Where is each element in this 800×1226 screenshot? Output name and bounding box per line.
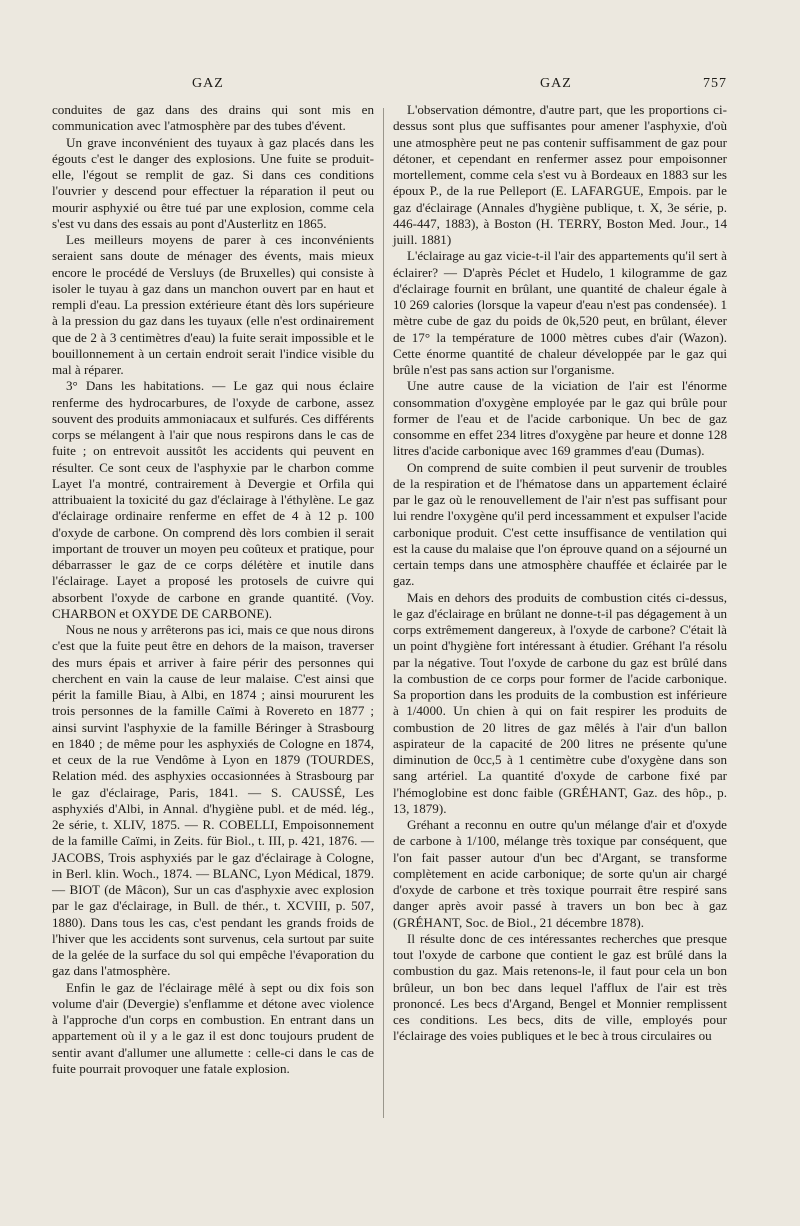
left-column bbox=[52, 102, 374, 1077]
paragraph: 3° Dans les habitations. — Le gaz qui nous éclaire renferme des hydrocarbures, de l'oxyde de carbone, assez souvent des produits ammoniacaux et sulfurés. Ces différents corps se mélangent à l'air que nous respirons dans le cas de fuite ; on entrevoit aussitôt les accidents qui peuvent en résulter. Ce sont ceux de l'asphyxie par le charbon comme Layet l'a montré, contrairement à Devergie et Orfila qui attribuaient la toxicité du gaz d'éclairage à l'éthylène. Le gaz d'éclairage ordinaire renferme en effet de 4 à 12 p. 100 d'oxyde de carbone. On comprend dès lors combien il serait important de trouver un moyen peu coûteux et pratique, pour débarrasser le gaz de ce corps délétère et inutile dans l'éclairage. Layet a proposé les protosels de cuivre qui absorbent l'oxyde de carbone en grande quantité. (Voy. CHARBON et OXYDE DE CARBONE). bbox=[52, 378, 374, 621]
paragraph: Mais en dehors des produits de combustion cités ci-dessus, le gaz d'éclairage en brûlant ne donne-t-il pas dégagement à un corps extrêmement dangereux, à l'oxyde de carbone? C'était là un point d'hygiène fort intéressant à étudier. Gréhant l'a résolu par la négative. Tout l'oxyde de carbone du gaz est brûlé dans la combustion de ce corps pour former de l'acide carbonique. Sa proportion dans les produits de la combustion est inférieure à 1/4000. Un chien à qui on fait respirer les produits de combustion de 20 litres de gaz mêlés à l'air d'un ballon aspirateur de la capacité de 200 litres ne présente qu'une diminution de 0cc,5 à 1 centimètre cube d'oxygène dans son sang artériel. La quantité d'oxyde de carbone fixé par l'hémoglobine est donc faible (GRÉHANT, Gaz. des hôp., p. 13, 1879). bbox=[393, 589, 727, 816]
running-head-center: GAZ bbox=[540, 76, 572, 91]
paragraph: Gréhant a reconnu en outre qu'un mélange d'air et d'oxyde de carbone à 1/100, mélange très toxique par conséquent, que l'on fait passer autour d'un bec d'Argant, se transforme complètement en acide carbonique; de sorte qu'un air chargé d'oxyde de carbone et très toxique pourrait être respiré sans danger après avoir passé à travers un bon bec à gaz (GRÉHANT, Soc. de Biol., 21 décembre 1878). bbox=[393, 817, 727, 930]
paragraph: L'observation démontre, d'autre part, que les proportions ci-dessus sont plus que suffisantes pour amener l'asphyxie, d'où une atmosphère peut ne pas contenir suffisamment de gaz pour détoner, et cependant en renfermer assez pour empoisonner mortellement, comme cela s'est vu à Bordeaux en 1883 sur les époux P., de la rue Pelleport (E. LAFARGUE, Empois. par le gaz d'éclairage (Annales d'hygiène publique, t. X, 3e série, p. 446-447, 1883), à Boston (H. TERRY, Boston Med. Jour., 14 juill. 1881) bbox=[393, 102, 727, 247]
paragraph: Nous ne nous y arrêterons pas ici, mais ce que nous dirons c'est que la fuite peut être en dehors de la maison, traverser des murs épais et arriver à faire périr des personnes qui cherchent en vain la cause de leur malaise. C'est ainsi que périt la famille Biau, à Albi, en 1874 ; ainsi moururent les trois personnes de la famille Caïmi à Rovereto en 1877 ; ainsi survint l'asphyxie de la famille Béringer à Strasbourg en 1840 ; de même pour les asphyxiés de Cologne en 1874, et ceux de la rue Vendôme à Lyon en 1879 (TOURDES, Relation méd. des asphyxies occasionnées à Strasbourg par le gaz d'éclairage, Paris, 1841. — S. CAUSSÉ, Les asphyxiés d'Albi, in Annal. d'hygiène publ. et de méd. lég., 2e série, t. XLIV, 1875. — R. COBELLI, Empoisonnement de la famille Caïmi, in Zeits. für Biol., t. III, p. 421, 1876. — JACOBS, Trois asphyxiés par le gaz d'éclairage à Cologne, in Berl. klin. Woch., 1874. — BLANC, Lyon Médical, 1879. — BIOT (de Mâcon), Sur un cas d'asphyxie avec explosion par le gaz d'éclairage, in Bull. de thér., t. XCVIII, p. 507, 1880). Dans tous les cas, c'est pendant les grands froids de l'hiver que les accidents sont survenus, cela surtout par suite de la gelée de la surface du sol qui empêche l'évaporation du gaz dans l'atmosphère. bbox=[52, 622, 374, 979]
running-head bbox=[0, 76, 800, 96]
paragraph: Il résulte donc de ces intéressantes recherches que presque tout l'oxyde de carbone que contient le gaz est brûlé dans la combustion du gaz. Mais retenons-le, il faut pour cela un bon brûleur, un bon bec dans lequel l'afflux de l'air est très prononcé. Les becs d'Argand, Bengel et Monnier remplissent ces conditions. Les becs, dits de ville, employés pour l'éclairage des voies publiques et le bec à trous circulaires ou bbox=[393, 930, 727, 1044]
paragraph: On comprend de suite combien il peut survenir de troubles de la respiration et de l'hématose dans un appartement éclairé par le gaz où le renouvellement de l'air n'est pas suffisant pour lui rendre l'oxygène qu'il perd incessamment et expulser l'acide carbonique produit. C'est cette insuffisance de ventilation qui est la cause du malaise que l'on éprouve quand on a séjourné un certain temps dans une atmosphère chauffée et éclairée par le gaz. bbox=[393, 459, 727, 589]
column-divider bbox=[383, 108, 384, 1118]
paragraph: Les meilleurs moyens de parer à ces inconvénients seraient sans doute de ménager des évents, mais mieux encore le procédé de Versluys (de Bruxelles) qui consiste à isoler le tuyau à gaz dans un manchon ouvert par en haut et rempli d'eau. La pression extérieure étant dès lors supérieure à la pression du gaz dans les tuyaux (elle n'est ordinairement que de 2 à 3 centimètres d'eau) la fuite serait impossible et le bouillonnement à un certain endroit serait l'indice visible du mal à réparer. bbox=[52, 232, 374, 377]
paragraph: Enfin le gaz de l'éclairage mêlé à sept ou dix fois son volume d'air (Devergie) s'enflamme et détone avec violence à l'approche d'un corps en combustion. En entrant dans un appartement où il y a le gaz il est donc toujours prudent de sentir avant d'allumer une allumette : celle-ci dans le cas de fuite pourrait provoquer une fatale explosion. bbox=[52, 979, 374, 1076]
paragraph: L'éclairage au gaz vicie-t-il l'air des appartements qu'il sert à éclairer? — D'après Péclet et Hudelo, 1 kilogramme de gaz d'éclairage fournit en brûlant, une quantité de chaleur égale à 10 269 calories (lorsque la vapeur d'eau n'est pas condensée). 1 mètre cube de gaz du poids de 0k,520 peut, en brûlant, élever de 17° la température de 1000 mètres cubes d'air (Wazon). Cette énorme quantité de chaleur développée par le gaz qui brûle n'est pas sans action sur l'organisme. bbox=[393, 248, 727, 377]
right-column bbox=[393, 102, 727, 1045]
page-number: 757 bbox=[703, 76, 727, 91]
paragraph: Un grave inconvénient des tuyaux à gaz placés dans les égouts c'est le danger des explosions. Une fuite se produit-elle, l'égout se remplit de gaz. Si dans ces conditions l'ouvrier y descend pour effectuer la réparation il peut ou mourir asphyxié ou être tué par une explosion, comme cela s'est vu dans des essais au pont d'Austerlitz en 1865. bbox=[52, 134, 374, 231]
running-head-left: GAZ bbox=[192, 76, 224, 91]
paragraph: conduites de gaz dans des drains qui sont mis en communication avec l'atmosphère par des tubes d'évent. bbox=[52, 102, 374, 134]
paragraph: Une autre cause de la viciation de l'air est l'énorme consommation d'oxygène employée par le gaz qui brûle pour former de l'eau et de l'acide carbonique. Un bec de gaz consomme en effet 234 litres d'oxygène par heure et donne 128 litres d'acide carbonique avec 169 grammes d'eau (Dumas). bbox=[393, 378, 727, 459]
